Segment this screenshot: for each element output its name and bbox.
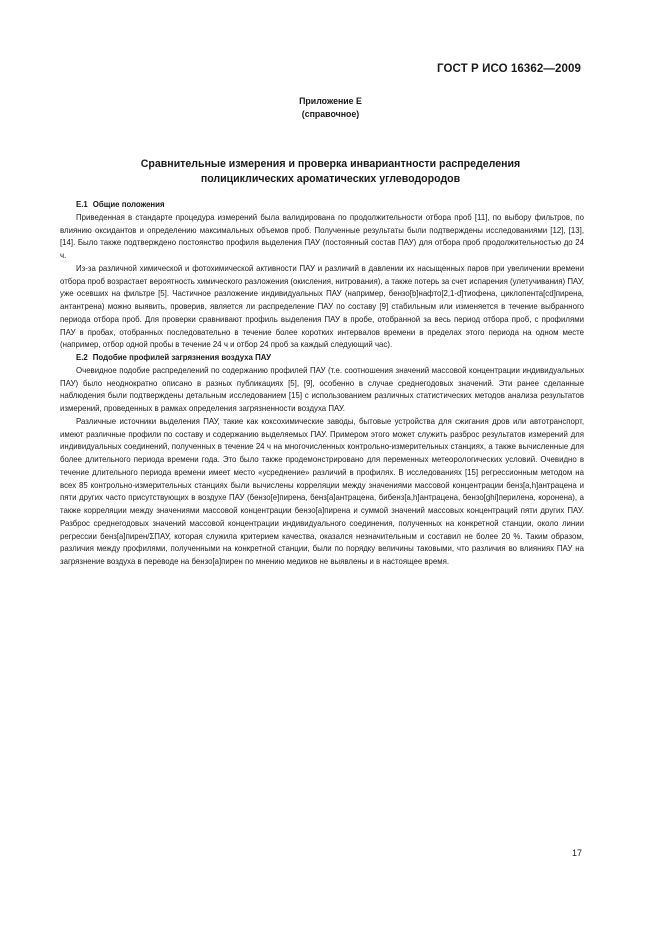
section-title: Подобие профилей загрязнения воздуха ПАУ — [92, 353, 271, 362]
paragraph: Различные источники выделения ПАУ, такие как коксохимические заводы, бытовые устройства для сжигания дров или автотранспорт, имеют различные профили по составу и содержанию выделяемых ПАУ. Примером этого может служить разброс результатов измерений для индивидуальных соединений, полученных в течение 24 ч на многочисленных контрольно-измерительных станциях, а также вычисленные для более длительного периода времени года. Это было также продемонстрировано для переменных метеорологических условий. Очевидно в течение длительного периода времени имеет место «усреднение» различий в профилях. В исследованиях [15] регрессионным методом на всех 85 контрольно-измерительных станциях были вычислены корреляции между значениями массовой концентрации бенз[a,h]антрацена и пяти других часто присутствующих в воздухе ПАУ (бензо[e]пирена, бенз[a]антрацена, бибенз[a,h]антрацена, бензо[ghi]перилена, коронена), а также корреляции между значениями массовой концентрации бензо[a]пирена и суммой значений массовых концентраций пяти других ПАУ. Разброс среднегодовых значений массовой концентрации индивидуального соединения, полученных на конкретной станции, около линии регрессии бенз[a]пирен/ΣПАУ, которая служила критерием качества, оказался незначительным и составил не более 20 %. Таким образом, различия между профилями, полученными на конкретной станции, были по порядку величины таковыми, что различия во влияниях ПАУ на загрязнение воздуха в переводе на бензо[a]пирен по мнению медиков не выявлены и в настоящее время. — [60, 416, 584, 566]
annex-title-line-2: полициклических ароматических углеводородов — [200, 173, 461, 185]
section-number: Е.2 — [76, 353, 88, 362]
paragraph: Приведенная в стандарте процедура измерений была валидирована по продолжительности отбора проб [11], по выбору фильтров, по влиянию оксидантов и определению максимальных объемов проб. Полученные результаты были подтверждены исследованиями [12], [13], [14]. Было также подтверждено постоянство профиля выделения ПАУ (постоянный состав ПАУ) для отбора проб продолжительностью до 24 ч. — [60, 212, 584, 260]
annex-label: Приложение Е — [299, 96, 362, 106]
document-body — [60, 199, 584, 569]
annex-type: (справочное) — [301, 109, 360, 119]
section-heading — [60, 199, 584, 212]
annex-title-line-1: Сравнительные измерения и проверка инвариантности распределения — [140, 158, 521, 170]
annex-heading — [0, 95, 661, 121]
section-heading — [60, 352, 584, 365]
document-standard-id: ГОСТ Р ИСО 16362—2009 — [436, 63, 581, 75]
section-title: Общие положения — [92, 200, 165, 209]
paragraph: Из-за различной химической и фотохимической активности ПАУ и различий в давлении их насыщенных паров при увеличении времени отбора проб возрастает вероятность химического разложения (окисления, нитрования), а также потерь за счет испарения (улетучивания) ПАУ, уже осевших на фильтре [5]. Частичное разложение индивидуальных ПАУ (например, бензо[b]нафто[2,1-d]тиофена, циклопента[cd]пирена, антантрена) можно выявить, проверив, является ли распределение ПАУ по составу [9] стабильным или изменяется в течение выбранного периода отбора проб. Для проверки сравнивают профиль выделения ПАУ в пробе, отобранной за весь период отбора проб, с профилями ПАУ в пробах, отобранных последовательно в течение более коротких интервалов времени в пределах этого периода на одном месте (например, отбор одной пробы в течение 24 ч и отбор 24 проб за каждый следующий час). — [60, 263, 584, 350]
paragraph: Очевидное подобие распределений по содержанию профилей ПАУ (т.е. соотношения значений массовой концентрации индивидуальных ПАУ) было неоднократно описано в разных публикациях [5], [9], особенно в случае среднегодовых значений. Эти ранее сделанные наблюдения были подтверждены детальным исследованием [15] с использованием различных статистических методов анализа результатов измерений, проведенных в рамках определения загрязненности воздуха ПАУ. — [60, 365, 584, 413]
annex-title — [70, 157, 591, 187]
page-number: 17 — [571, 848, 582, 858]
section-number: Е.1 — [76, 200, 88, 209]
